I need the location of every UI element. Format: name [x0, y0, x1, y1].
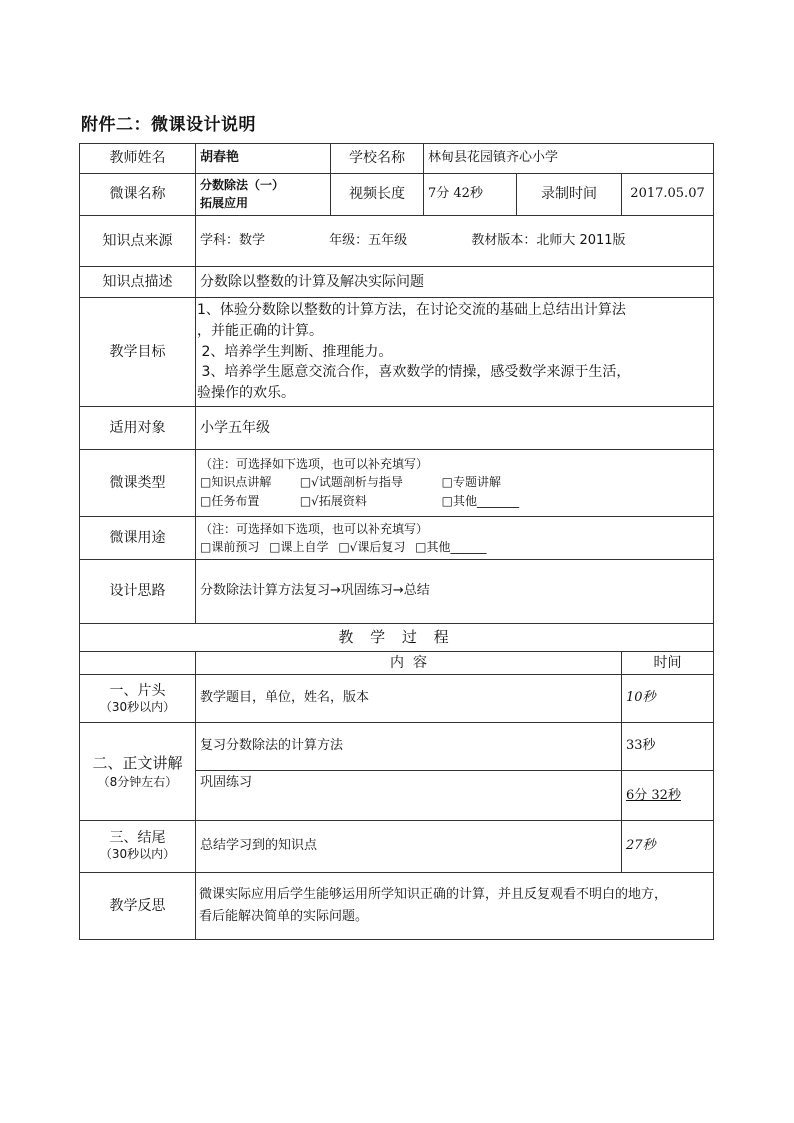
- usage-row: [80, 516, 714, 559]
- school-label: 学校名称: [331, 144, 424, 174]
- design-row: [80, 559, 714, 623]
- main-content-1: 复习分数除法的计算方法: [196, 723, 622, 771]
- audience-row: [80, 406, 714, 449]
- process-header-row: [80, 624, 714, 652]
- source-row: [80, 216, 714, 267]
- type-options-row2: [200, 492, 709, 511]
- type-option-topic[interactable]: □专题讲解: [441, 475, 501, 490]
- usage-option-selfstudy[interactable]: □课上自学: [269, 539, 329, 554]
- objectives-value: [196, 298, 714, 406]
- stage-intro: [80, 675, 196, 723]
- textbook-text: 教材版本：北师大 2011版: [471, 232, 626, 248]
- objectives-label: 教学目标: [80, 298, 196, 406]
- page-title: 附件二：微课设计说明: [81, 115, 256, 135]
- usage-options: [200, 538, 709, 556]
- process-header: 教 学 过 程: [80, 624, 714, 652]
- type-option-exercise[interactable]: □√试题剖析与指导: [299, 475, 403, 490]
- main-content-2: 巩固练习: [196, 771, 622, 820]
- video-length-label: 视频长度: [331, 174, 424, 216]
- reflection-line-2: 看后能解决简单的实际问题。: [199, 908, 369, 924]
- design-label: 设计思路: [80, 559, 196, 623]
- source-value: [196, 216, 714, 267]
- objective-line-3: 2、培养学生判断、推理能力。: [197, 343, 393, 360]
- audience-label: 适用对象: [80, 406, 196, 449]
- course-value-line2: 拓展应用: [200, 195, 249, 210]
- type-label: 微课类型: [80, 449, 196, 516]
- objective-line-5: 验操作的欢乐。: [197, 385, 295, 402]
- ending-content: 总结学习到的知识点: [196, 820, 622, 872]
- process-row-intro: [80, 675, 714, 723]
- stage-ending: [80, 820, 196, 872]
- main-time-2-text: 6分 32秒: [626, 787, 681, 803]
- main-time-1: 33秒: [622, 723, 714, 771]
- reflection-label: 教学反思: [80, 872, 196, 939]
- course-value-line1: 分数除法（一）: [200, 178, 285, 193]
- usage-option-other[interactable]: □其他______: [415, 539, 487, 554]
- type-option-other[interactable]: □其他_______: [441, 494, 519, 509]
- record-time-value: 2017.05.07: [622, 174, 714, 216]
- process-columns-row: [80, 652, 714, 675]
- reflection-value: [196, 872, 714, 939]
- description-row: [80, 267, 714, 298]
- teacher-label: 教师姓名: [80, 144, 196, 174]
- course-value: [196, 174, 331, 216]
- grade-text: 年级：五年级: [329, 232, 408, 248]
- process-stage-header: [80, 652, 196, 675]
- type-option-extension[interactable]: □√拓展资料: [299, 494, 367, 509]
- stage-intro-title: 一、片头: [109, 682, 166, 699]
- reflection-line-1: 微课实际应用后学生能够运用所学知识正确的计算，并且反复观看不明白的地方，: [199, 886, 668, 902]
- reflection-row: [80, 872, 714, 939]
- type-option-knowledge[interactable]: □知识点讲解: [200, 475, 272, 490]
- source-label: 知识点来源: [80, 216, 196, 267]
- teacher-value: 胡春艳: [196, 144, 331, 174]
- type-value: [196, 449, 714, 516]
- process-row-main-1: [80, 723, 714, 771]
- process-content-header: 内 容: [196, 652, 622, 675]
- course-label: 微课名称: [80, 174, 196, 216]
- usage-option-review[interactable]: □√课后复习: [338, 539, 406, 554]
- design-value: 分数除法计算方法复习→巩固练习→总结: [196, 559, 714, 623]
- objectives-row: [80, 298, 714, 406]
- type-note: （注：可选择如下选项，也可以补充填写）: [200, 456, 429, 471]
- type-row: [80, 449, 714, 516]
- stage-main-title: 二、正文讲解: [92, 753, 183, 772]
- school-value: 林甸县花园镇齐心小学: [424, 144, 714, 174]
- type-options-row1: [200, 473, 709, 492]
- subject-text: 学科：数学: [200, 232, 266, 248]
- teacher-row: [80, 144, 714, 174]
- usage-value: [196, 516, 714, 559]
- stage-main: [80, 723, 196, 820]
- audience-value: 小学五年级: [196, 406, 714, 449]
- course-design-table: [79, 143, 714, 940]
- usage-note: （注：可选择如下选项，也可以补充填写）: [200, 521, 429, 536]
- record-time-label: 录制时间: [517, 174, 622, 216]
- process-row-ending: [80, 820, 714, 872]
- stage-intro-sub: （30秒以内）: [99, 700, 176, 715]
- stage-main-sub: （8分钟左右）: [97, 774, 178, 789]
- stage-ending-title: 三、结尾: [109, 830, 166, 847]
- type-option-task[interactable]: □任务布置: [200, 494, 260, 509]
- process-time-header: 时间: [622, 652, 714, 675]
- ending-time: 27秒: [622, 820, 714, 872]
- description-value: 分数除以整数的计算及解决实际问题: [196, 267, 714, 298]
- main-time-2: [622, 771, 714, 820]
- usage-option-preview[interactable]: □课前预习: [200, 539, 260, 554]
- usage-label: 微课用途: [80, 516, 196, 559]
- video-length-value: 7分 42秒: [424, 174, 517, 216]
- intro-content: 教学题目，单位，姓名，版本: [196, 675, 622, 723]
- stage-ending-sub: （30秒以内）: [99, 847, 176, 862]
- objective-line-4: 3、培养学生愿意交流合作，喜欢数学的情操，感受数学来源于生活，: [197, 364, 631, 381]
- objective-line-1: 1、体验分数除以整数的计算方法，在讨论交流的基础上总结出计算法: [197, 302, 626, 319]
- intro-time: 10秒: [622, 675, 714, 723]
- description-label: 知识点描述: [80, 267, 196, 298]
- course-row: [80, 174, 714, 216]
- objective-line-2: ，并能正确的计算。: [197, 322, 323, 339]
